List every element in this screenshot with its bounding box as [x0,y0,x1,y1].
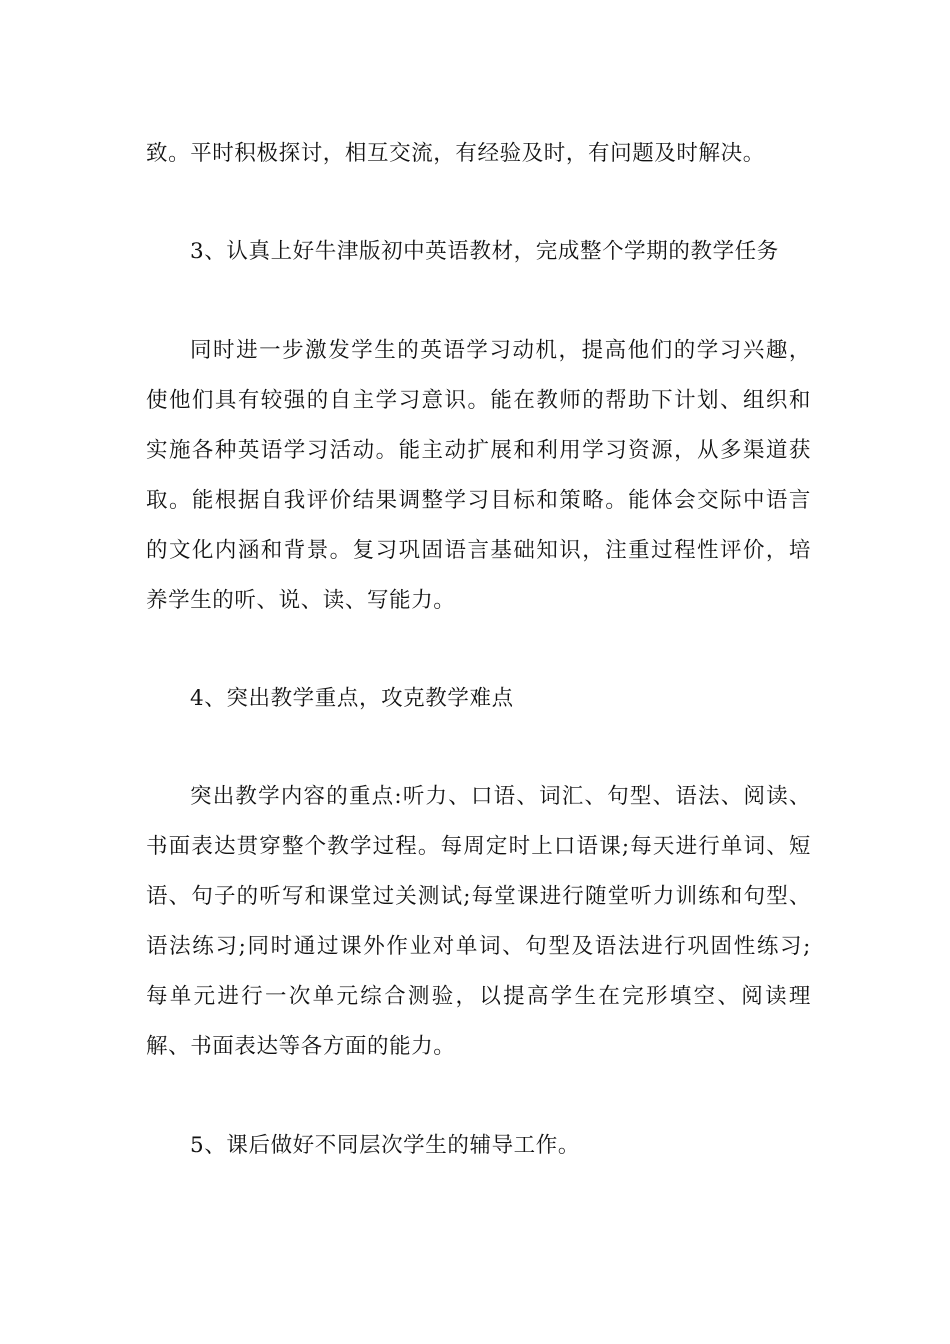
paragraph-4-line-2: 书面表达贯穿整个教学过程。每周定时上口语课;每天进行单词、短 [146,834,811,859]
paragraph-3-line-1: 同时进一步激发学生的英语学习动机，提高他们的学习兴趣， [190,338,811,363]
section-heading-4: 4、突出教学重点，攻克教学难点 [190,686,514,711]
paragraph-3-line-3: 实施各种英语学习活动。能主动扩展和利用学习资源，从多渠道获 [146,438,811,463]
paragraph-4-line-5: 每单元进行一次单元综合测验，以提高学生在完形填空、阅读理 [146,984,811,1009]
paragraph-4-line-1: 突出教学内容的重点:听力、口语、词汇、句型、语法、阅读、 [190,784,811,809]
paragraph-4-line-4: 语法练习;同时通过课外作业对单词、句型及语法进行巩固性练习; [146,934,811,959]
paragraph-3-line-2: 使他们具有较强的自主学习意识。能在教师的帮助下计划、组织和 [146,388,811,413]
paragraph-3-line-5: 的文化内涵和背景。复习巩固语言基础知识，注重过程性评价，培 [146,538,811,563]
section-heading-3: 3、认真上好牛津版初中英语教材，完成整个学期的教学任务 [190,239,779,264]
section-heading-5: 5、课后做好不同层次学生的辅导工作。 [190,1133,580,1158]
paragraph-4-line-6: 解、书面表达等各方面的能力。 [146,1034,456,1059]
paragraph-3-line-6: 养学生的听、说、读、写能力。 [146,588,456,613]
paragraph-continuation-line-1: 致。平时积极探讨，相互交流，有经验及时，有问题及时解决。 [146,141,765,166]
paragraph-4-line-3: 语、句子的听写和课堂过关测试;每堂课进行随堂听力训练和句型、 [146,884,811,909]
paragraph-3-line-4: 取。能根据自我评价结果调整学习目标和策略。能体会交际中语言 [146,488,811,513]
